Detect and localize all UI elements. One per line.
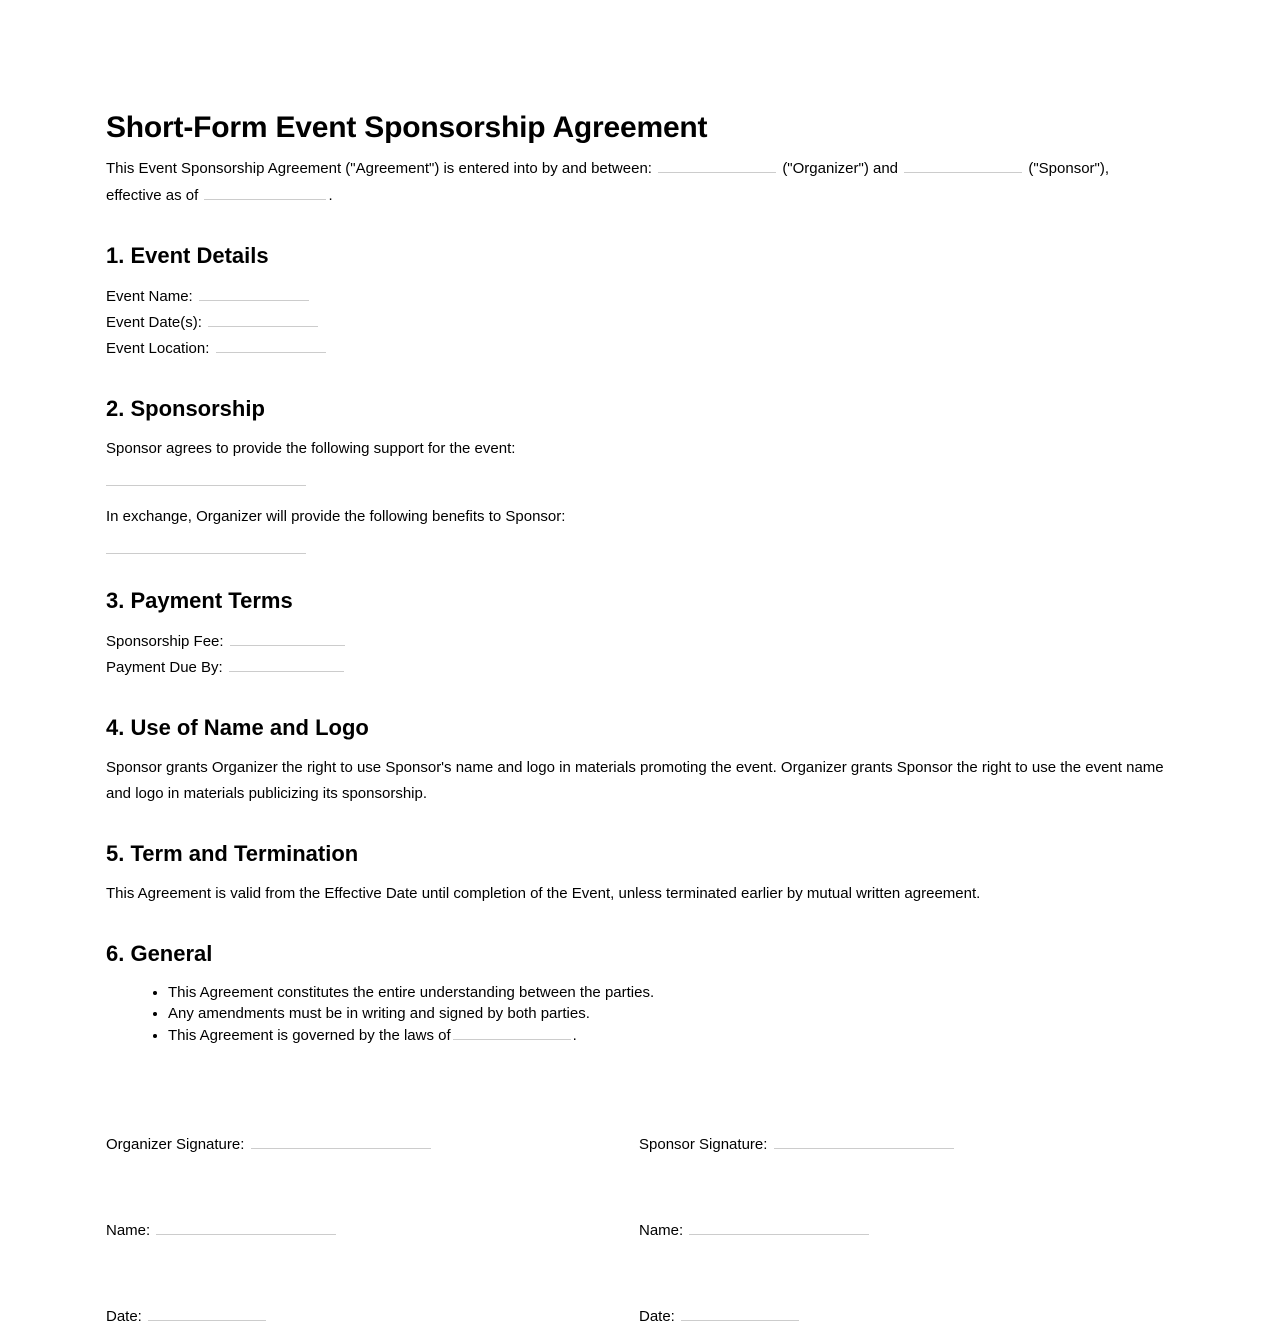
general-bullet-3-suffix: . (572, 1026, 577, 1044)
list-item (168, 1003, 1172, 1024)
sponsor-signature-column (639, 1132, 1172, 1330)
general-bullet-2: Any amendments must be in writing and signed by both parties. (168, 1004, 590, 1022)
page-title: Short-Form Event Sponsorship Agreement (106, 111, 708, 144)
organizer-signature-label: Organizer Signature: (106, 1135, 245, 1153)
sponsor-date-label: Date: (639, 1307, 675, 1325)
sponsorship-benefits-blank[interactable] (106, 552, 306, 554)
intro-paragraph (106, 155, 1166, 209)
sponsor-date-blank[interactable] (681, 1305, 799, 1321)
general-bullet-3: This Agreement is governed by the laws of (168, 1026, 451, 1044)
section-heading-sponsorship: 2. Sponsorship (106, 395, 265, 421)
organizer-date-blank[interactable] (148, 1305, 266, 1321)
section-heading-general: 6. General (106, 941, 213, 967)
payment-due-by-blank[interactable] (229, 656, 344, 672)
organizer-signature-blank[interactable] (251, 1133, 431, 1149)
sponsorship-support-prompt: Sponsor agrees to provide the following support for the event: (106, 440, 516, 458)
list-item (168, 1024, 1172, 1046)
sponsor-name-row (639, 1218, 1172, 1244)
field-event-location (106, 336, 1172, 362)
field-label-event-name: Event Name: (106, 287, 193, 305)
sponsorship-support-blank[interactable] (106, 484, 306, 486)
effective-date-blank[interactable] (204, 184, 326, 200)
section-heading-term-and-termination: 5. Term and Termination (106, 840, 359, 866)
sponsorship-benefits-prompt: In exchange, Organizer will provide the following benefits to Sponsor: (106, 508, 566, 526)
intro-text-part4: effective as of (106, 187, 199, 205)
field-label-event-dates: Event Date(s): (106, 313, 202, 331)
event-dates-blank[interactable] (208, 311, 318, 327)
organizer-printed-name-blank[interactable] (156, 1219, 336, 1235)
list-item (168, 982, 1172, 1003)
organizer-name-blank[interactable] (658, 157, 776, 173)
sponsor-date-row (639, 1304, 1172, 1330)
intro-text-part3: ("Sponsor"), (1028, 160, 1110, 178)
use-of-name-and-logo-paragraph: Sponsor grants Organizer the right to use Sponsor's name and logo in materials promoting the event. Organizer grants Sponsor the right to use the event name and logo in materials publicizing its sponsorship. (106, 758, 1164, 802)
organizer-signature-column (106, 1132, 639, 1330)
organizer-name-label: Name: (106, 1221, 151, 1239)
sponsor-name-blank[interactable] (904, 157, 1022, 173)
organizer-signature-row (106, 1132, 639, 1158)
field-label-payment-due-by: Payment Due By: (106, 658, 223, 676)
general-bullet-list (106, 982, 1172, 1046)
organizer-date-row (106, 1304, 639, 1330)
sponsor-signature-blank[interactable] (774, 1133, 954, 1149)
organizer-name-row (106, 1218, 639, 1244)
field-event-dates (106, 310, 1172, 336)
field-sponsorship-fee (106, 629, 1172, 655)
intro-text-part2: ("Organizer") and (782, 160, 899, 178)
sponsor-printed-name-blank[interactable] (689, 1219, 869, 1235)
field-payment-due-by (106, 655, 1172, 681)
section-heading-use-of-name-and-logo: 4. Use of Name and Logo (106, 714, 369, 740)
sponsor-signature-row (639, 1132, 1172, 1158)
sponsorship-fee-blank[interactable] (230, 630, 345, 646)
section-heading-payment-terms: 3. Payment Terms (106, 588, 293, 614)
section-heading-event-details: 1. Event Details (106, 243, 269, 269)
sponsor-signature-label: Sponsor Signature: (639, 1135, 768, 1153)
signature-block (106, 1132, 1172, 1330)
field-event-name (106, 284, 1172, 310)
event-location-blank[interactable] (216, 337, 326, 353)
event-name-blank[interactable] (199, 285, 309, 301)
field-label-event-location: Event Location: (106, 339, 210, 357)
sponsor-name-label: Name: (639, 1221, 684, 1239)
term-and-termination-paragraph: This Agreement is valid from the Effective Date until completion of the Event, unless terminated earlier by mutual written agreement. (106, 885, 981, 903)
intro-text-part5: . (328, 187, 333, 205)
general-bullet-1: This Agreement constitutes the entire understanding between the parties. (168, 983, 655, 1001)
governing-law-blank[interactable] (453, 1024, 571, 1040)
field-label-sponsorship-fee: Sponsorship Fee: (106, 632, 224, 650)
intro-text-part1: This Event Sponsorship Agreement ("Agreement") is entered into by and between: (106, 160, 652, 178)
organizer-date-label: Date: (106, 1307, 142, 1325)
